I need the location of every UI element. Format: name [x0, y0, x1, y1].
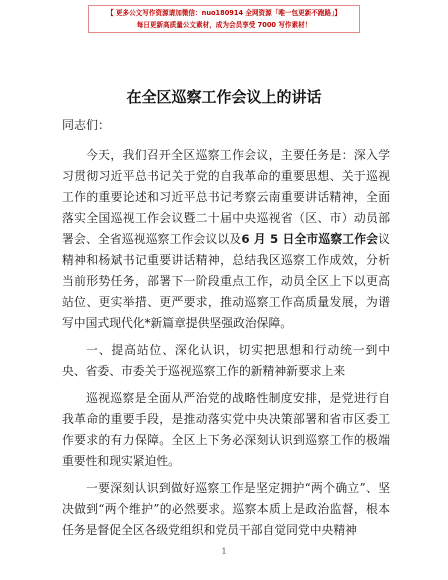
highlighted-date-text: 6 月 5 日全市巡察工作会 — [241, 232, 379, 246]
document-body — [62, 145, 390, 547]
page-number: 1 — [221, 547, 227, 556]
paragraph-2: 巡视巡察是全面从严治党的战略性制度安排，是党进行自我革命的重要手段，是推动落实党中央决策部署和省市区委工作要求的有力保障。全区上下务必深刻认识到巡察工作的极端重要性和现实紧迫性。 — [62, 391, 390, 468]
section-heading-1: 一、提高站位、深化认识，切实把思想和行动统一到中央、省委、市委关于巡视巡察工作的新精神新要求上来 — [62, 343, 390, 378]
paragraph-intro — [62, 145, 390, 334]
promo-banner-line-1: 【 更多公文写作资源请加微信：nuo180914 全网资源「唯一包更新不跑路」】 — [107, 9, 341, 17]
paragraph-intro-text: 今天，我们召开全区巡察工作会议，主要任务是：深入学习贯彻习近平总书记关于党的自我革命的重要思想、关于巡视工作的重要论述和习近平总书记考察云南重要讲话精神，全面落实全国巡视工作会议暨二十届中央巡视省（区、市）动员部署会、全省巡视巡察工作会议以及 — [62, 148, 390, 246]
promo-banner — [88, 5, 360, 33]
paragraph-intro-text-continued: 议精神和杨斌书记重要讲话精神，总结我区巡察工作成效，分析当前形势任务，部署下一阶段重点工作，动员全区上下以更高站位、更实举措、更严要求，推动巡察工作高质量发展，为谱写中国式现代化*新篇章提供坚强政治保障。 — [62, 232, 390, 330]
salutation: 同志们： — [62, 118, 111, 132]
promo-banner-line-2: 每日更新高质量公文素材，成为会员享受 7000 写作素材！ — [136, 21, 312, 29]
paragraph-3: 一要深刻认识到做好巡察工作是坚定拥护“两个确立”、坚决做到“两个维护”的必然要求。巡察本质上是政治监督，根本任务是督促全区各级党组织和党员干部自觉同党中央精神 — [62, 481, 390, 537]
document-title: 在全区巡察工作会议上的讲话 — [126, 88, 322, 106]
